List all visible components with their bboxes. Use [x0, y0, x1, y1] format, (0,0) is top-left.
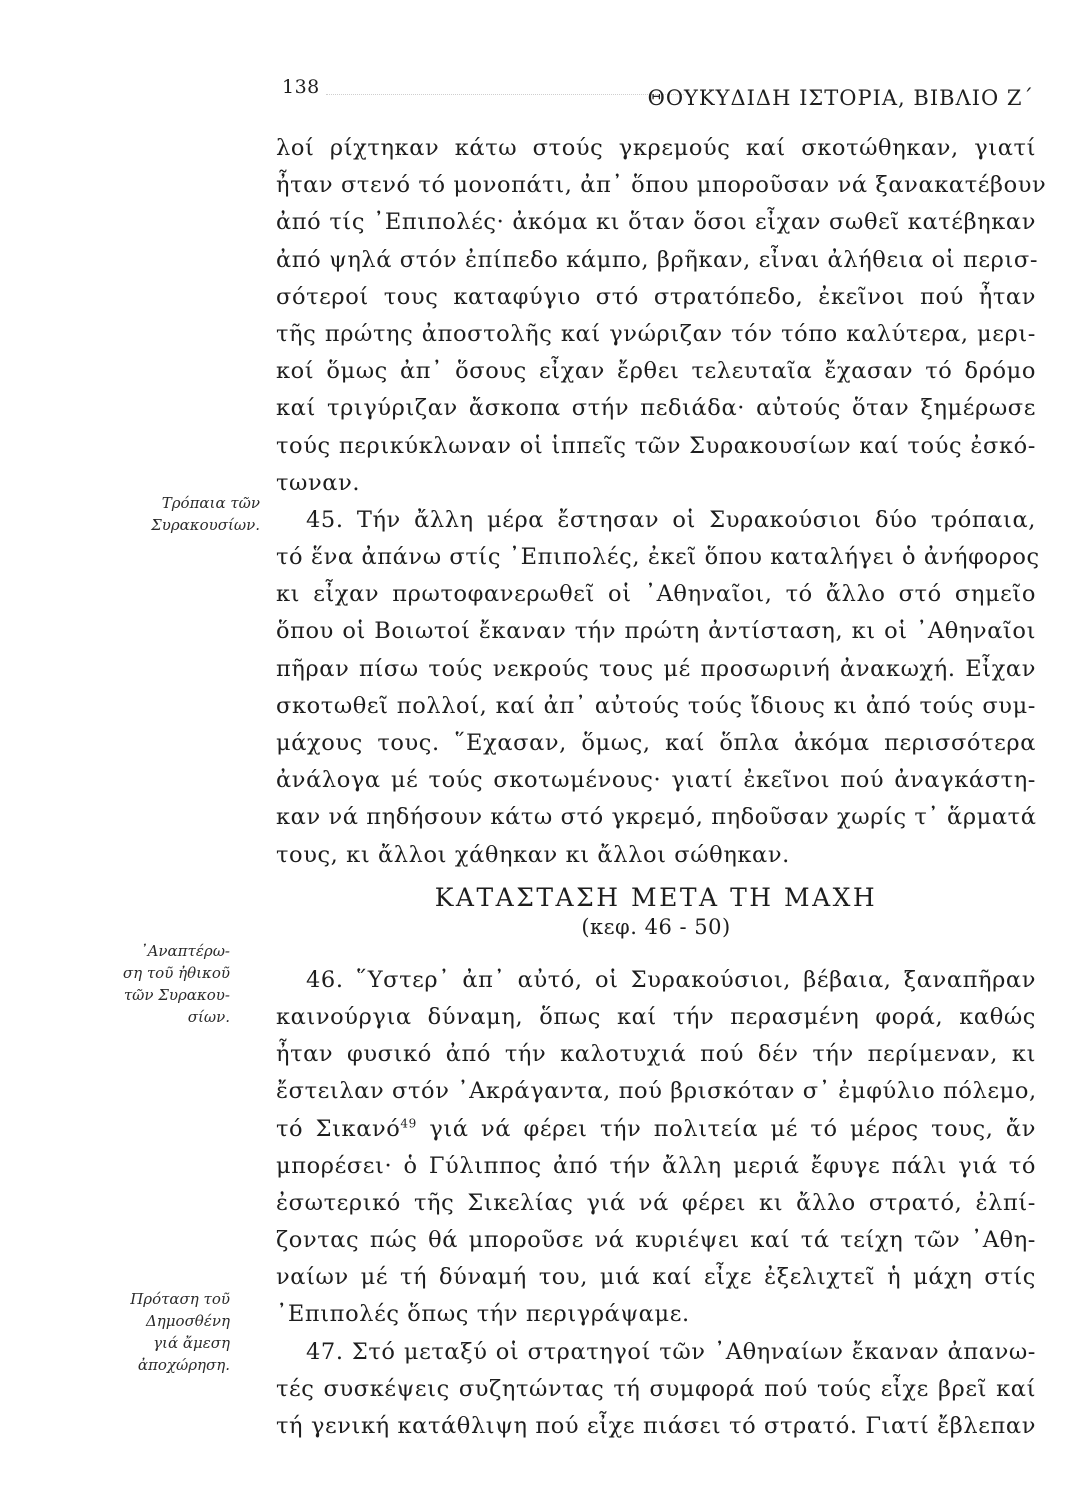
- running-head: ΘΟΥΚΥΔΙΔΗ ΙΣΤΟΡΙΑ, ΒΙΒΛΙΟ Ζ΄: [647, 86, 1034, 110]
- margin-note-line: ἀποχώρηση.: [137, 1356, 230, 1374]
- text-line-with-footnote: [276, 1111, 1036, 1148]
- text-line: μάχους τους. ῞Εχασαν, ὅμως, καί ὅπλα ἀκόμα περισσότερα: [276, 730, 1036, 756]
- text-line: ἀπό ψηλά στόν ἐπίπεδο κάμπο, βρῆκαν, εἶναι ἀλήθεια οἱ περισ-: [276, 246, 1039, 273]
- text-line: κοί ὅμως ἀπ᾿ ὅσους εἶχαν ἔρθει τελευταῖα ἔχασαν τό δρόμο: [276, 358, 1036, 385]
- paragraph-45: [276, 502, 1040, 874]
- text-line: τή γενική κατάθλιψη πού εἶχε πιάσει τό στρατό. Γιατί ἔβλεπαν: [276, 1413, 1036, 1439]
- text-line: 45. Τήν ἄλλη μέρα ἔστησαν οἱ Συρακούσιοι δύο τρόπαια,: [306, 506, 1036, 533]
- margin-note-trophies: [110, 492, 260, 536]
- text-line: τό ἕνα ἀπάνω στίς ᾿Επιπολές, ἐκεῖ ὅπου καταλήγει ὁ ἀνήφορος: [276, 544, 1040, 571]
- text-line: τους, κι ἄλλοι χάθηκαν κι ἄλλοι σώθηκαν.: [276, 841, 790, 868]
- text-line: ἦταν φυσικό ἀπό τήν καλοτυχιά πού δέν τήν περίμεναν, κι: [276, 1041, 1036, 1068]
- text-line: ἦταν στενό τό μονοπάτι, ἀπ᾿ ὅπου μποροῦσαν νά ξανακατέβουν: [276, 172, 1047, 199]
- margin-note-demosthenes: [80, 1288, 230, 1376]
- section-title: ΚΑΤΑΣΤΑΣΗ ΜΕΤΑ ΤΗ ΜΑΧΗ: [434, 882, 878, 912]
- text-line: καν νά πηδήσουν κάτω στό γκρεμό, πηδοῦσαν χωρίς τ᾿ ἅρματά: [276, 804, 1037, 831]
- text-line: ἀνάλογα μέ τούς σκοτωμένους· γιατί ἐκεῖνοι πού ἀναγκάστη-: [276, 767, 1036, 794]
- page-number: 138: [282, 76, 320, 98]
- paragraph-47: [276, 1334, 1036, 1446]
- text-line: καινούργια δύναμη, ὅπως καί τήν περασμένη φορά, καθώς: [276, 1003, 1036, 1030]
- text-line: ναίων μέ τή δύναμή του, μιά καί εἶχε ἐξελιχτεῖ ἡ μάχη στίς: [276, 1264, 1036, 1291]
- margin-note-line: ᾿Αναπτέρω-: [140, 942, 230, 960]
- text-line: τές συσκέψεις συζητώντας τή συμφορά πού τούς εἶχε βρεῖ καί: [276, 1375, 1036, 1402]
- text-line: καί τριγύριζαν ἄσκοπα στήν πεδιάδα· αὐτούς ὅταν ξημέρωσε: [276, 395, 1036, 422]
- text-line: τωναν.: [276, 469, 361, 496]
- text-segment: τό Σικανό: [276, 1115, 401, 1142]
- text-line: ἐσωτερικό τῆς Σικελίας γιά νά φέρει κι ἄλλο στρατό, ἐλπί-: [276, 1189, 1036, 1216]
- paragraph-46: [276, 962, 1036, 1334]
- text-line: ζοντας πώς θά μποροῦσε νά κυριέψει καί τά τείχη τῶν ᾿Αθη-: [276, 1227, 1036, 1254]
- section-heading: [276, 874, 1036, 962]
- text-line: πῆραν πίσω τούς νεκρούς τους μέ προσωρινή ἀνακωχή. Εἶχαν: [276, 655, 1036, 682]
- margin-note-line: γιά ἄμεση: [153, 1334, 230, 1352]
- section-chapters: (κεφ. 46 - 50): [581, 914, 731, 939]
- text-line: μπορέσει· ὁ Γύλιππος ἀπό τήν ἄλλη μεριά ἔφυγε πάλι γιά τό: [276, 1152, 1036, 1179]
- text-line: ἔστειλαν στόν ᾿Ακράγαντα, πού βρισκόταν σ᾿ ἐμφύλιο πόλεμο,: [276, 1078, 1037, 1105]
- margin-note-line: Τρόπαια τῶν: [161, 494, 260, 512]
- text-line: κι εἶχαν πρωτοφανερωθεῖ οἱ ᾿Αθηναῖοι, τό ἄλλο στό σημεῖο: [276, 581, 1036, 608]
- margin-note-line: Συρακουσίων.: [151, 516, 260, 534]
- margin-note-line: τῶν Συρακου-: [123, 986, 230, 1004]
- text-line: 46. ῞Υστερ᾿ ἀπ᾿ αὐτό, οἱ Συρακούσιοι, βέβαια, ξαναπῆραν: [306, 966, 1036, 993]
- text-line: τούς περικύκλωναν οἱ ἱππεῖς τῶν Συρακουσίων καί τούς ἐσκό-: [276, 432, 1036, 459]
- margin-note-line: Δημοσθένη: [145, 1312, 230, 1330]
- text-line: τῆς πρώτης ἀποστολῆς καί γνώριζαν τόν τόπο καλύτερα, μερι-: [276, 320, 1036, 347]
- text-line: σκοτωθεῖ πολλοί, καί ἀπ᾿ αὐτούς τούς ἴδιους κι ἀπό τούς συμ-: [276, 692, 1036, 719]
- text-line: ἀπό τίς ᾿Επιπολές· ἀκόμα κι ὅταν ὅσοι εἶχαν σωθεῖ κατέβηκαν: [276, 209, 1036, 236]
- text-segment: γιά νά φέρει τήν πολιτεία μέ τό μέρος τους, ἄν: [416, 1115, 1036, 1142]
- margin-note-morale: [80, 940, 230, 1028]
- margin-note-line: σίων.: [187, 1008, 230, 1026]
- text-line: σότεροί τους καταφύγιο στό στρατόπεδο, ἐκεῖνοι πού ἦταν: [276, 283, 1036, 310]
- header-rule: [326, 94, 684, 95]
- text-line: 47. Στό μεταξύ οἱ στρατηγοί τῶν ᾿Αθηναίων ἔκαναν ἀπανω-: [306, 1338, 1036, 1365]
- page-header: [282, 76, 1034, 110]
- text-line: ᾿Επιπολές ὅπως τήν περιγράψαμε.: [276, 1301, 690, 1328]
- footnote-reference: 49: [400, 1116, 417, 1130]
- margin-note-line: Πρόταση τοῦ: [130, 1290, 230, 1308]
- main-text: [276, 130, 1047, 1445]
- text-line: ὅπου οἱ Βοιωτοί ἔκαναν τήν πρώτη ἀντίσταση, κι οἱ ᾿Αθηναῖοι: [276, 618, 1036, 645]
- margin-note-line: ση τοῦ ἠθικοῦ: [122, 964, 230, 982]
- text-line: λοί ρίχτηκαν κάτω στούς γκρεμούς καί σκοτώθηκαν, γιατί: [276, 135, 1036, 161]
- paragraph-44-end: [276, 130, 1047, 502]
